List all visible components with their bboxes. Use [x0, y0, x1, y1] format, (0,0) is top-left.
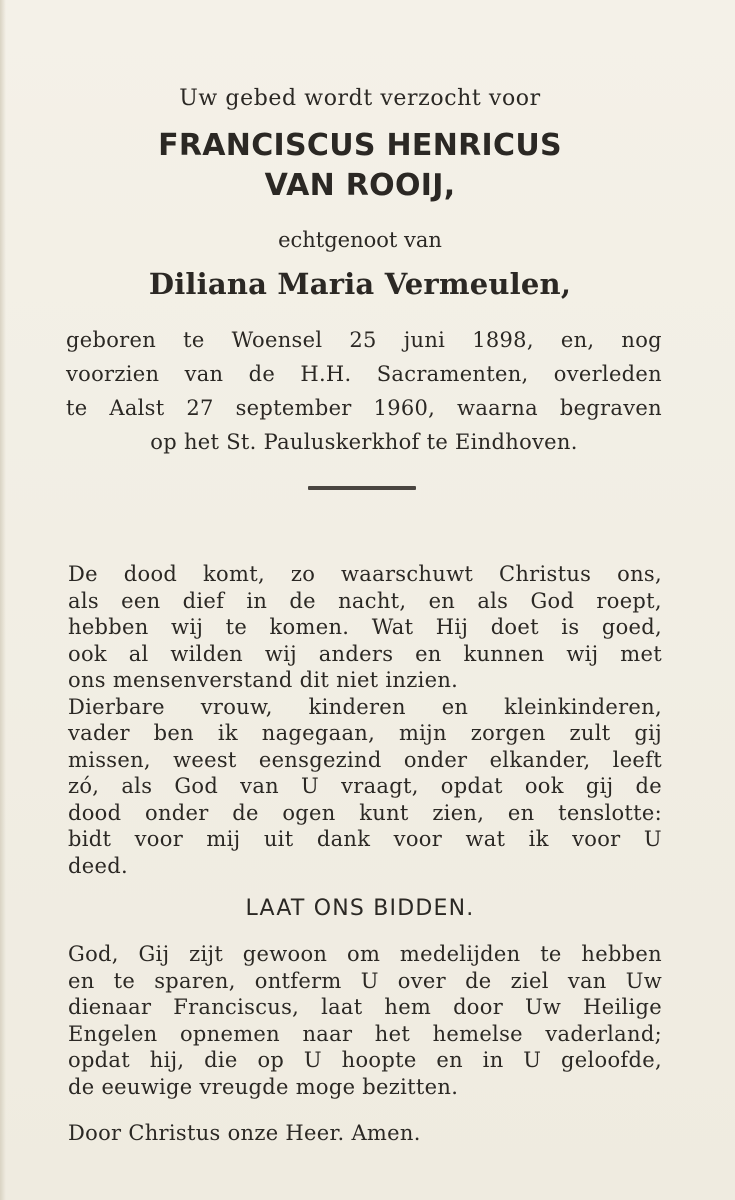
word: leeft	[612, 747, 662, 772]
word: ik	[217, 721, 238, 745]
word: gij	[634, 721, 662, 745]
text-line	[68, 941, 662, 968]
word: een	[121, 588, 161, 613]
word: 1960,	[373, 396, 436, 420]
divider-rule	[308, 486, 416, 490]
word: ons,	[617, 562, 662, 586]
word: het	[374, 1021, 411, 1046]
word: in	[246, 588, 268, 613]
word: Christus	[498, 562, 592, 586]
word: nacht,	[338, 588, 407, 613]
word: U	[303, 1048, 322, 1072]
word: Franciscus,	[173, 995, 300, 1019]
word: en	[436, 1048, 463, 1072]
word: wij	[171, 615, 204, 639]
word: naar	[302, 1021, 353, 1046]
word: U	[301, 774, 320, 798]
word: en	[507, 800, 535, 825]
text-line	[68, 1021, 662, 1048]
word: U	[643, 827, 662, 851]
word: goed,	[601, 615, 662, 639]
word: kinderen	[308, 694, 406, 719]
word: zorgen	[470, 721, 546, 745]
biography	[66, 323, 662, 459]
word: voor	[572, 827, 621, 851]
word: nog	[621, 328, 662, 352]
card-edge	[0, 0, 6, 1200]
word: kunnen	[463, 641, 545, 666]
text-line	[68, 968, 662, 995]
text-line	[68, 800, 662, 827]
word: laat	[321, 995, 363, 1019]
word: Gij	[138, 942, 170, 966]
word: te	[540, 942, 562, 966]
word: roept,	[596, 588, 662, 613]
word: door	[453, 995, 504, 1019]
word: over	[397, 968, 446, 993]
word: voor	[134, 827, 184, 851]
word: weest	[173, 747, 237, 772]
word: gewoon	[242, 942, 328, 966]
text-line	[68, 1074, 662, 1101]
word: De	[68, 562, 98, 586]
word: zult	[569, 721, 611, 745]
word: 27	[186, 396, 214, 420]
text-line	[68, 826, 662, 853]
word: ons mensenverstand dit niet inzien.	[68, 668, 459, 692]
word: vader	[68, 721, 130, 745]
word: voor	[393, 827, 443, 851]
word: vrouw,	[200, 694, 273, 719]
word: vaderland;	[545, 1021, 662, 1046]
word: H.H.	[300, 362, 352, 386]
word: bidt	[68, 827, 112, 851]
word: met	[620, 641, 662, 666]
spouse-label: echtgenoot van	[278, 228, 442, 252]
word: wat	[465, 827, 506, 851]
closing-line: Door Christus onze Heer. Amen.	[68, 1121, 421, 1145]
word: opdat	[440, 774, 503, 798]
word: medelijden	[399, 942, 521, 966]
word: Dierbare	[68, 694, 165, 719]
deceased-name-line1: FRANCISCUS HENRICUS	[158, 128, 562, 163]
word: ook	[68, 641, 107, 666]
prayer-title: LAAT ONS BIDDEN.	[245, 896, 475, 921]
word: wij	[566, 641, 599, 666]
word: eensgezind	[258, 747, 382, 772]
word: en	[441, 694, 469, 719]
word: Wat	[371, 615, 414, 639]
word: geloofde,	[561, 1048, 662, 1072]
word: is	[561, 615, 580, 639]
word: die	[204, 1048, 238, 1072]
word: waarschuwt	[341, 562, 474, 586]
word: overleden	[553, 362, 662, 386]
word: ziel	[510, 968, 549, 993]
prayer-text	[68, 941, 662, 1100]
word: dienaar	[68, 995, 152, 1019]
word: dank	[316, 827, 371, 851]
word: Aalst	[109, 396, 165, 420]
word: hebben	[581, 942, 662, 966]
word: tenslotte:	[558, 800, 662, 825]
text-line	[68, 1047, 662, 1074]
word: te	[225, 615, 248, 639]
word: en	[415, 641, 442, 666]
word: om	[347, 942, 381, 966]
word: begraven	[559, 396, 662, 420]
word: kleinkinderen,	[504, 694, 662, 719]
word: God,	[68, 942, 119, 966]
word: wilden	[170, 641, 243, 666]
text-line	[68, 773, 662, 800]
word: als	[121, 774, 153, 798]
word: God	[530, 588, 575, 613]
word: gij	[585, 774, 614, 798]
word: ook	[524, 774, 564, 798]
text-line	[66, 391, 662, 425]
word: en,	[560, 328, 595, 352]
word: op	[257, 1048, 285, 1072]
text-line	[66, 323, 662, 357]
text-line	[68, 614, 662, 641]
word: hij,	[149, 1048, 185, 1072]
word: onder	[145, 800, 209, 825]
text-line	[68, 853, 662, 880]
word: dief	[182, 588, 225, 613]
word: van	[240, 774, 279, 798]
card-header	[60, 80, 660, 304]
word: God	[174, 774, 219, 798]
word: en	[68, 968, 95, 993]
text-line	[68, 561, 662, 588]
text-line	[66, 425, 662, 459]
deceased-name-line2: VAN ROOIJ,	[264, 168, 456, 203]
word: van	[567, 968, 607, 993]
word: 1898,	[472, 328, 534, 352]
word: Uw	[625, 968, 662, 993]
word: 25	[349, 328, 377, 352]
word: Sacramenten,	[376, 362, 529, 386]
word: ik	[528, 827, 549, 851]
text-line	[68, 588, 662, 615]
text-line	[68, 747, 662, 774]
word: geboren	[66, 328, 157, 352]
word: elkander,	[489, 747, 591, 772]
word: U	[523, 1048, 542, 1072]
word: opdat	[68, 1048, 130, 1072]
word: ontferm	[254, 968, 342, 993]
word: als	[68, 588, 99, 613]
word: Woensel	[231, 328, 323, 352]
word: komen.	[269, 615, 350, 639]
text-line	[66, 357, 662, 391]
word: hebben	[68, 615, 149, 639]
word: opnemen	[179, 1021, 280, 1046]
word: te	[183, 328, 205, 352]
word: anders	[318, 641, 394, 666]
word: ben	[153, 721, 194, 745]
word: onder	[403, 747, 468, 772]
word: zó,	[68, 774, 100, 798]
word: hem	[384, 995, 432, 1019]
word: in	[482, 1048, 504, 1072]
word: U	[360, 968, 379, 993]
word: dood	[123, 562, 178, 586]
word: zo	[290, 562, 316, 586]
word: en	[428, 588, 456, 613]
text-line	[68, 720, 662, 747]
word: Engelen	[68, 1021, 158, 1046]
word: te	[66, 396, 88, 420]
word: Hij	[435, 615, 469, 639]
word: voorzien	[66, 362, 160, 386]
word: deed.	[68, 853, 128, 878]
text-line	[68, 994, 662, 1021]
word: de	[465, 968, 492, 993]
prayer-request: Uw gebed wordt verzocht voor	[179, 86, 541, 111]
word: van	[184, 362, 224, 386]
word: sparen,	[154, 968, 236, 993]
word: kunt	[359, 800, 409, 825]
word: zijt	[189, 942, 224, 966]
word: Heilige	[583, 995, 662, 1019]
text-line	[68, 641, 662, 668]
word: vraagt,	[341, 774, 419, 798]
word: de	[289, 588, 316, 613]
word: de	[635, 774, 662, 798]
word: de eeuwige vreugde moge bezitten.	[68, 1074, 459, 1099]
farewell-message	[68, 561, 662, 879]
word: op het St. Pauluskerkhof te Eindhoven.	[150, 430, 578, 454]
word: wij	[264, 641, 297, 666]
word: juni	[403, 328, 446, 352]
word: missen,	[68, 747, 151, 772]
word: Uw	[524, 995, 562, 1019]
word: hemelse	[432, 1021, 523, 1046]
word: mijn	[398, 721, 447, 745]
word: waarna	[457, 396, 538, 420]
word: al	[128, 641, 149, 666]
word: doet	[490, 615, 539, 639]
word: ogen	[282, 800, 336, 825]
word: mij	[206, 827, 241, 851]
text-line	[68, 667, 662, 694]
text-line	[68, 694, 662, 721]
word: hoopte	[341, 1048, 417, 1072]
word: nagegaan,	[261, 721, 376, 745]
word: dood	[68, 800, 122, 825]
word: de	[232, 800, 259, 825]
word: komt,	[203, 562, 265, 586]
word: de	[248, 362, 276, 386]
word: zien,	[432, 800, 485, 825]
word: te	[113, 968, 136, 993]
spouse-name: Diliana Maria Vermeulen,	[148, 267, 572, 301]
word: uit	[263, 827, 294, 851]
word: als	[477, 588, 509, 613]
word: september	[235, 396, 352, 420]
